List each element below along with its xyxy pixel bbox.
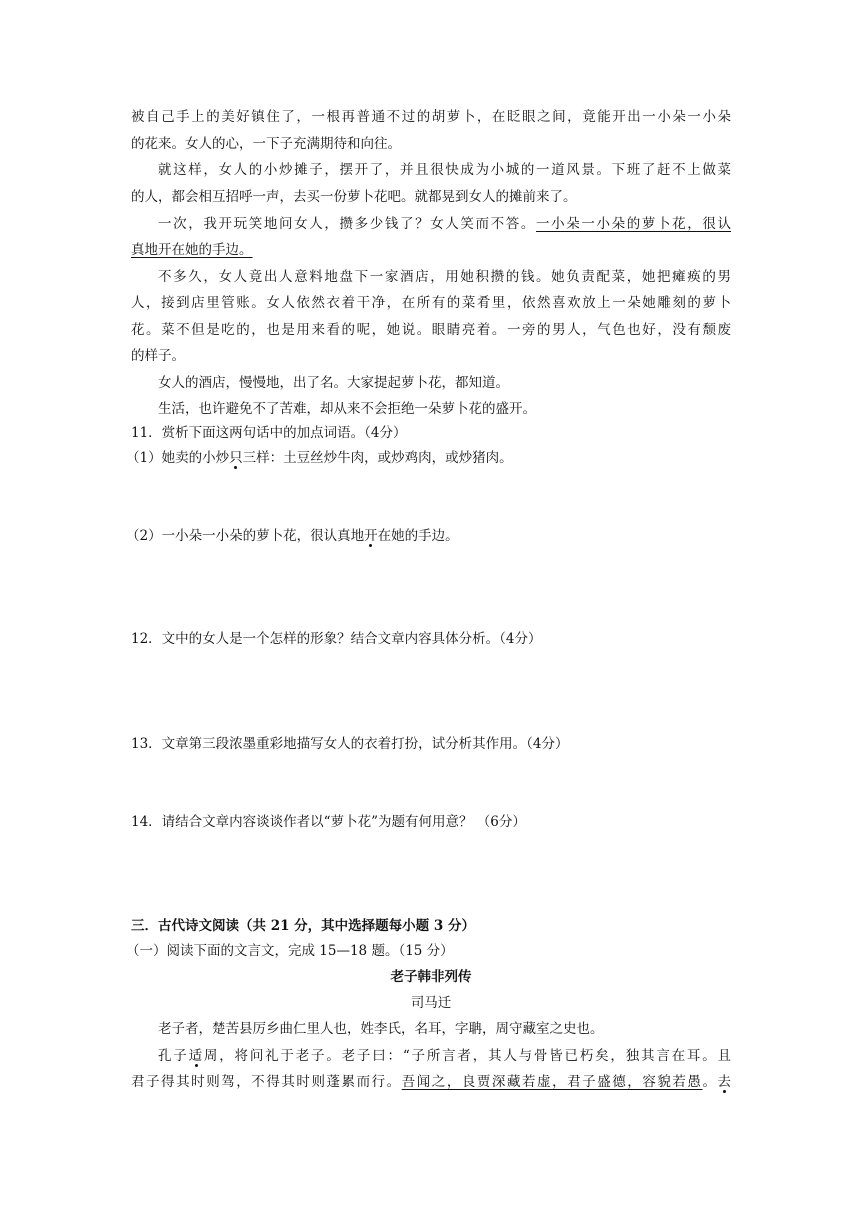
q11-2-text-b: 在她的手边。 xyxy=(377,528,459,544)
emphasis-dot-word: 适 xyxy=(188,1048,204,1064)
story-p1-line1: 被自己手上的美好镇住了，一根再普通不过的胡萝卜，在眨眼之间，竟能开出一小朵一小朵 xyxy=(131,109,731,125)
story-p2-line1: 就这样，女人的小炒摊子，摆开了，并且很快成为小城的一道风景。下班了赶不上做菜 xyxy=(158,162,731,178)
question-11-2 xyxy=(126,525,726,547)
underlined-sentence: 一小朵一小朵的萝卜花，很认 xyxy=(536,216,732,232)
passage-p2-line1 xyxy=(158,1045,731,1067)
passage-text: 君子得其时则驾，不得其时则蓬累而行。 xyxy=(131,1074,402,1090)
story-p4-line4: 的样子。 xyxy=(131,348,185,364)
question-13: 13．文章第三段浓墨重彩地描写女人的衣着打扮，试分析其作用。（4分） xyxy=(131,736,569,752)
section-3-subheading: （一）阅读下面的文言文，完成 15—18 题。（15 分） xyxy=(126,943,454,959)
story-p4-line1: 不多久，女人竟出人意料地盘下一家酒店，用她积攒的钱。她负责配菜，她把瘫痪的男 xyxy=(158,269,731,285)
q11-1-text-b: 三样：土豆丝炒牛肉，或炒鸡肉，或炒猪肉。 xyxy=(242,450,513,466)
story-p3-text: 一次，我开玩笑地问女人，攒多少钱了？女人笑而不答。 xyxy=(158,216,537,232)
story-p4-line3: 花。菜不但是吃的，也是用来看的呢，她说。眼睛亮着。一旁的男人，气色也好，没有颓废 xyxy=(131,322,731,338)
passage-author: 司马迁 xyxy=(410,995,452,1011)
passage-p1: 老子者，楚苦县厉乡曲仁里人也，姓李氏，名耳，字聃，周守藏室之史也。 xyxy=(158,1021,604,1037)
story-p3-line1 xyxy=(158,213,731,235)
story-p2-line2: 的人，都会相互招呼一声，去买一份萝卜花吧。就都晃到女人的摊前来了。 xyxy=(131,189,577,205)
passage-text: 孔子 xyxy=(158,1048,189,1064)
q11-1-text-a: （1）她卖的小炒 xyxy=(126,450,230,466)
emphasis-dot-word: 开 xyxy=(364,528,378,544)
story-p4-line2: 人，接到店里管账。女人依然衣着干净，在所有的菜肴里，依然喜欢放上一朵她雕刻的萝卜 xyxy=(131,295,731,311)
passage-text: 周，将问礼于老子。老子曰：“子所言者，其人与骨皆已朽矣，独其言在耳。且 xyxy=(203,1048,732,1064)
section-3-heading: 三．古代诗文阅读（共 21 分，其中选择题每小题 3 分） xyxy=(131,918,475,934)
passage-text: 。 xyxy=(702,1074,718,1090)
story-p5: 女人的酒店，慢慢地，出了名。大家提起萝卜花，都知道。 xyxy=(158,375,509,391)
q11-2-text-a: （2）一小朵一小朵的萝卜花，很认真地 xyxy=(126,528,365,544)
story-p6: 生活，也许避免不了苦难，却从来不会拒绝一朵萝卜花的盛开。 xyxy=(158,401,536,417)
passage-p2-line2 xyxy=(131,1071,731,1093)
emphasis-dot-word: 去 xyxy=(717,1074,732,1090)
passage-title: 老子韩非列传 xyxy=(390,969,472,985)
question-14: 14．请结合文章内容谈谈作者以“萝卜花”为题有何用意？ （6分） xyxy=(131,814,526,830)
question-11-1 xyxy=(126,447,726,469)
underlined-sentence-continued: 真地开在她的手边。 xyxy=(131,242,253,258)
underlined-sentence: 吾闻之，良贾深藏若虚，君子盛德，容貌若愚 xyxy=(401,1074,703,1090)
story-p1-line2: 的花来。女人的心，一下子充满期待和向往。 xyxy=(131,136,401,152)
story-p3-line2 xyxy=(131,239,731,261)
emphasis-dot-word: 只 xyxy=(229,450,243,466)
question-11: 11．赏析下面这两句话中的加点词语。（4分） xyxy=(131,425,407,441)
question-12: 12．文中的女人是一个怎样的形象？结合文章内容具体分析。（4分） xyxy=(131,631,542,647)
